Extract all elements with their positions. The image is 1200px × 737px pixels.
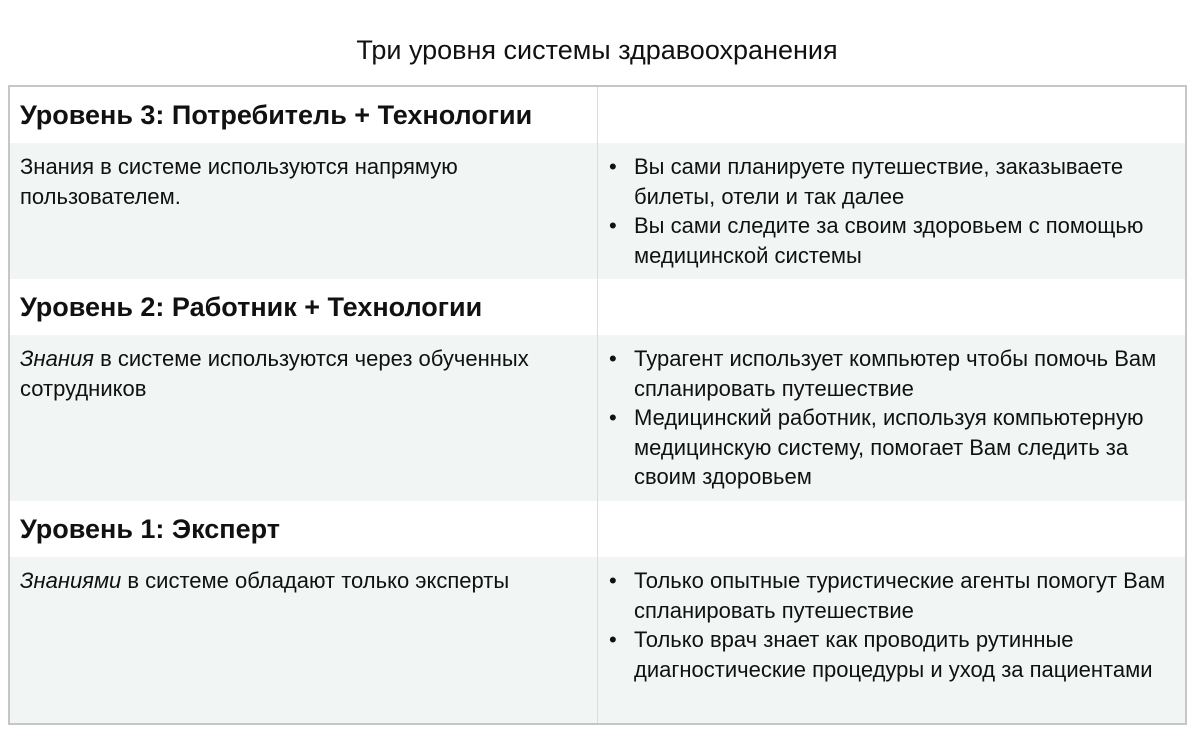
level-2-description-text: в системе используются через обученных сотрудников: [20, 346, 529, 401]
level-1-content-row: [10, 557, 1185, 723]
level-3-heading-cell: [10, 87, 598, 143]
level-3-description-cell: [10, 143, 598, 279]
level-3-heading-empty-cell: [598, 87, 1185, 143]
list-item: • Только врач знает как проводить рутинные диагностические процедуры и уход за пациентами: [608, 625, 1175, 684]
levels-table: [8, 85, 1187, 725]
level-1-heading-empty-cell: [598, 501, 1185, 557]
level-2-content-row: [10, 335, 1185, 501]
level-3-description: [20, 152, 587, 211]
level-2-heading-cell: [10, 279, 598, 335]
level-1-description-text: в системе обладают только эксперты: [121, 568, 510, 593]
level-1-heading-cell: [10, 501, 598, 557]
level-1-examples-list: [608, 566, 1175, 684]
list-item: • Вы сами следите за своим здоровьем с помощью медицинской системы: [608, 211, 1175, 270]
level-1-description: [20, 566, 587, 596]
level-2-description-emphasis: Знания: [20, 346, 94, 371]
level-1-heading: Уровень 1: Эксперт: [20, 514, 280, 544]
level-3-heading: Уровень 3: Потребитель + Технологии: [20, 100, 533, 130]
list-item: • Вы сами планируете путешествие, заказываете билеты, отели и так далее: [608, 152, 1175, 211]
level-1-header-row: [10, 501, 1185, 557]
level-2-description-cell: [10, 335, 598, 501]
list-item: • Турагент использует компьютер чтобы помочь Вам спланировать путешествие: [608, 344, 1175, 403]
level-2-description: [20, 344, 587, 403]
list-item: • Медицинский работник, используя компьютерную медицинскую систему, помогает Вам следить за своим здоровьем: [608, 403, 1175, 492]
list-item: • Только опытные туристические агенты помогут Вам спланировать путешествие: [608, 566, 1175, 625]
level-2-examples-list: [608, 344, 1175, 492]
level-2-header-row: [10, 279, 1185, 335]
level-3-examples-list: [608, 152, 1175, 270]
level-2-heading: Уровень 2: Работник + Технологии: [20, 292, 483, 322]
level-3-description-text: Знания в системе используются напрямую пользователем.: [20, 154, 458, 209]
level-2-examples-cell: [598, 335, 1185, 501]
page-title: Три уровня системы здравоохранения: [356, 35, 838, 65]
level-1-examples-cell: [598, 557, 1185, 723]
level-1-description-cell: [10, 557, 598, 723]
level-3-examples-cell: [598, 143, 1185, 279]
level-3-header-row: [10, 87, 1185, 143]
level-3-content-row: [10, 143, 1185, 279]
level-2-heading-empty-cell: [598, 279, 1185, 335]
level-1-description-emphasis: Знаниями: [20, 568, 122, 593]
